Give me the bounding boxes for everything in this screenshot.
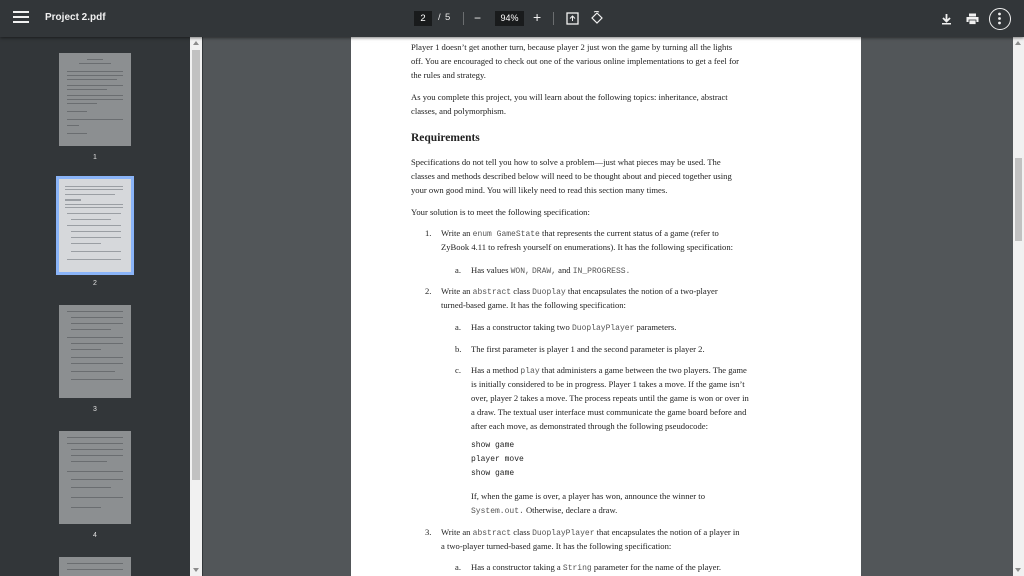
list-item-text: Write an abstract class DuoplayPlayer that encapsulates the notion of a player in [441,527,740,538]
fit-to-page-icon[interactable] [566,12,579,30]
toolbar-divider [553,12,554,25]
sub-list-letter: a. [455,322,461,332]
topics-text: classes, and polymorphism. [411,106,506,116]
rotate-icon[interactable] [590,11,604,30]
intro-text: Player 1 doesn’t get another turn, because player 2 just won the game by turning all the lights [411,42,733,52]
document-title: Project 2.pdf [45,12,106,23]
sub-list-letter: b. [455,344,462,354]
sub-list-item-text: Has a method play that administers a game between the two players. The game [471,365,747,376]
toolbar-divider [463,12,464,25]
scroll-up-arrow-icon[interactable] [1015,41,1021,45]
requirements-heading: Requirements [411,132,480,144]
scroll-down-arrow-icon[interactable] [1015,568,1021,572]
list-item-text: turned-based game. It has the following specification: [441,300,626,310]
zoom-in-button[interactable]: + [533,9,542,25]
page-thumbnail-5[interactable] [59,557,131,576]
page-separator: / [438,12,441,23]
intro-text: off. You are encouraged to check out one of the various online implementations to get a feel for [411,56,739,66]
code-line: show game [471,441,515,450]
list-number: 1. [425,228,432,238]
main-scrollbar-thumb[interactable] [1015,158,1022,241]
sub-list-item-text: a draw. The textual user interface must communicate the game board before and [471,407,747,417]
sub-list-item-text: Has a constructor taking a String parameter for the name of the player. [471,562,722,573]
page-number-label: 4 [93,532,97,539]
pdf-toolbar [0,0,1024,37]
print-icon[interactable] [966,12,979,30]
download-icon[interactable] [941,12,952,30]
sub-list-item-text: over, player 2 takes a move. The process repeats until the game is won or over in [471,393,749,403]
more-options-icon[interactable] [989,8,1011,30]
list-item-text: Write an abstract class Duoplay that encapsulates the notion of a two-player [441,286,718,297]
page-thumbnail-2[interactable] [59,179,131,272]
total-pages: 5 [445,12,451,23]
pdf-page [351,37,861,576]
list-item-text: Write an enum GameState that represents the current status of a game (refer to [441,228,719,239]
list-item-text: ZyBook 4.11 to refresh yourself on enumerations). It has the following specification: [441,242,734,252]
page-thumbnail-3[interactable] [59,305,131,398]
zoom-input[interactable]: 94% [495,11,524,26]
intro-text: the rules and strategy. [411,70,486,80]
list-number: 2. [425,286,432,296]
page-thumbnail-4[interactable] [59,431,131,524]
spec-text: your own good mind. You will likely need to read this section many times. [411,185,668,195]
page-thumbnail-1[interactable] [59,53,131,146]
sub-list-item-text: System.out. Otherwise, declare a draw. [471,505,618,516]
scroll-down-arrow-icon[interactable] [193,568,199,572]
spec-text: classes and methods described below will need to be thought about and pieced together using [411,171,732,181]
sub-list-letter: c. [455,365,461,375]
sub-list-item-text: Has values WON, DRAW, and IN_PROGRESS. [471,265,631,276]
sub-list-item-text: If, when the game is over, a player has won, announce the winner to [471,491,705,501]
page-number-label: 2 [93,280,97,287]
topics-text: As you complete this project, you will learn about the following topics: inheritance, abstract [411,92,728,102]
sub-list-item-text: is initially considered to be in progress. Player 1 takes a move. If the game isn’t [471,379,745,389]
solution-text: Your solution is to meet the following specification: [411,207,590,217]
page-number-label: 3 [93,406,97,413]
sub-list-letter: a. [455,562,461,572]
spec-text: Specifications do not tell you how to solve a problem—just what pieces may be used. The [411,157,721,167]
code-line: show game [471,469,515,478]
menu-icon[interactable] [13,11,29,25]
sub-list-item-text: after each move, as demonstrated through the following pseudocode: [471,421,708,431]
zoom-out-button[interactable]: − [474,11,482,25]
page-number-label: 1 [93,154,97,161]
list-number: 3. [425,527,432,537]
code-line: player move [471,455,524,464]
sidebar-scrollbar-thumb[interactable] [192,50,200,480]
main-scrollbar[interactable] [1013,37,1024,576]
scroll-up-arrow-icon[interactable] [193,41,199,45]
sub-list-item-text: Has a constructor taking two DuoplayPlayer parameters. [471,322,677,333]
sub-list-item-text: The first parameter is player 1 and the second parameter is player 2. [471,344,705,354]
thumbnail-sidebar [0,37,203,576]
current-page-input[interactable]: 2 [414,11,432,26]
sub-list-letter: a. [455,265,461,275]
list-item-text: a two-player turned-based game. It has the following specification: [441,541,672,551]
